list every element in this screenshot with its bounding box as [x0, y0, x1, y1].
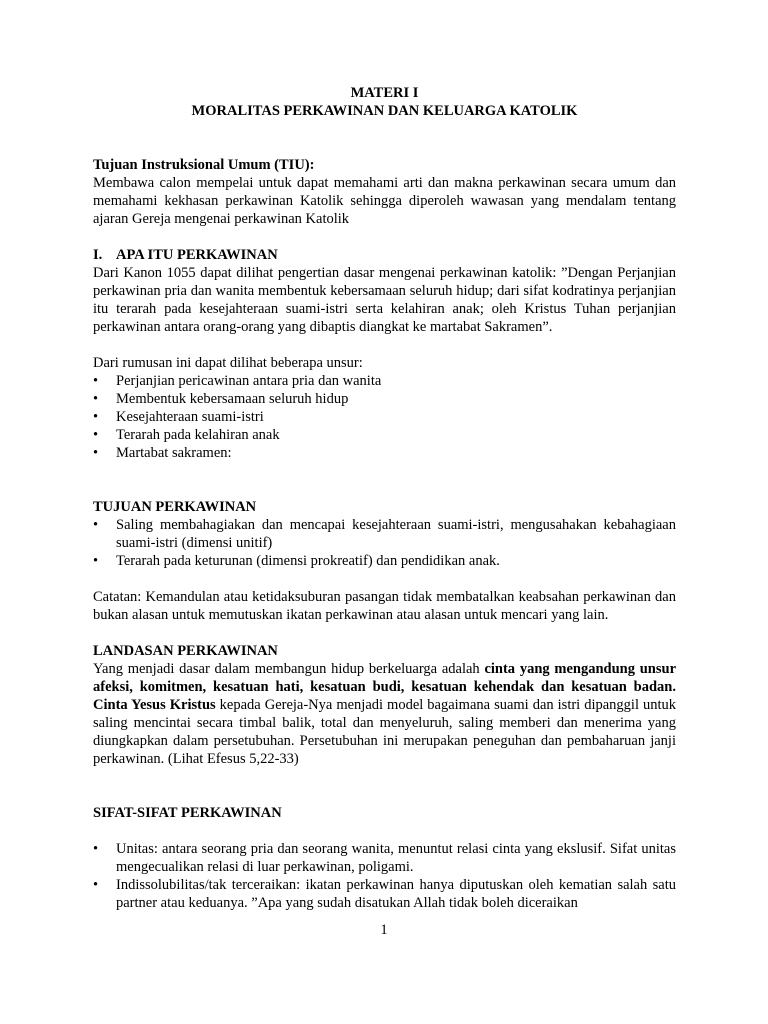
tiu-text: Membawa calon mempelai untuk dapat memahami arti dan makna perkawinan secara umum dan memahami kekhasan perkawinan Katolik sehingga diperoleh wawasan yang mendalam tentang ajaran Gereja mengenai perkawinan Katolik: [93, 175, 676, 227]
document-title-line1: MATERI I: [350, 85, 419, 101]
bullet-icon: •: [93, 553, 99, 569]
bullet-icon: •: [93, 841, 99, 857]
bullet-icon: •: [93, 391, 99, 407]
bullet-icon: •: [93, 877, 99, 893]
section1-list: [93, 372, 676, 462]
list-item: [93, 408, 676, 426]
list-item-text: Perjanjian pericawinan antara pria dan wanita: [116, 373, 382, 389]
section1-intro: Dari rumusan ini dapat dilihat beberapa unsur:: [93, 355, 363, 371]
tujuan-heading: TUJUAN PERKAWINAN: [93, 499, 257, 515]
list-item-text: Terarah pada keturunan (dimensi prokreatif) dan pendidikan anak.: [116, 553, 500, 569]
landasan-text: [93, 660, 676, 768]
landasan-heading: LANDASAN PERKAWINAN: [93, 643, 278, 659]
landasan-text-a: Yang menjadi dasar dalam membangun hidup berkeluarga adalah: [93, 661, 485, 677]
page-number: 1: [380, 922, 388, 938]
list-item: [93, 372, 676, 390]
section1-heading: [93, 246, 676, 264]
bullet-icon: •: [93, 373, 99, 389]
landasan-bold: cinta yang mengandung unsur afeksi, komitmen, kesatuan hati, kesatuan budi, kesatuan kehendak dan kesatuan badan. Cinta Yesus Kristus: [93, 661, 676, 713]
tujuan-note: Catatan: Kemandulan atau ketidaksuburan pasangan tidak membatalkan keabsahan perkawinan dan bukan alasan untuk memutuskan ikatan perkawinan atau alasan untuk mencari yang lain.: [93, 589, 676, 623]
bullet-icon: •: [93, 427, 99, 443]
list-item-text: Martabat sakramen:: [116, 445, 232, 461]
list-item: [93, 444, 676, 462]
list-item: [93, 552, 676, 570]
section1-heading-text: APA ITU PERKAWINAN: [116, 247, 278, 263]
list-item-text: Kesejahteraan suami-istri: [116, 409, 264, 425]
bullet-icon: •: [93, 445, 99, 461]
list-item: [93, 516, 676, 552]
tiu-heading: Tujuan Instruksional Umum (TIU):: [93, 157, 315, 173]
tujuan-list: [93, 516, 676, 570]
list-item: [93, 390, 676, 408]
document-title-line2: MORALITAS PERKAWINAN DAN KELUARGA KATOLIK: [191, 103, 578, 119]
list-item: [93, 426, 676, 444]
bullet-icon: •: [93, 517, 99, 533]
list-item-text: Saling membahagiakan dan mencapai kesejahteraan suami-istri, mengusahakan kebahagiaan suami-istri (dimensi unitif): [116, 517, 676, 551]
sifat-heading: SIFAT-SIFAT PERKAWINAN: [93, 805, 282, 821]
list-item-text: Unitas: antara seorang pria dan seorang wanita, menuntut relasi cinta yang ekslusif. Sifat unitas mengecualikan relasi di luar perkawinan, poligami.: [116, 841, 676, 875]
list-item-text: Indissolubilitas/tak terceraikan: ikatan perkawinan hanya diputuskan oleh kematian salah satu partner atau keduanya. ”Apa yang sudah disatukan Allah tidak boleh diceraikan: [116, 877, 676, 911]
landasan-text-b: kepada Gereja-Nya menjadi model bagaimana suami dan istri dipanggil untuk saling mencintai secara timbal balik, total dan menyeluruh, saling memberi dan menerima yang diungkapkan dalam persetubuhan. Persetubuhan ini merupakan peneguhan dan pembaharuan janji perkawinan. (Lihat Efesus 5,22-33): [93, 697, 676, 767]
list-item-text: Terarah pada kelahiran anak: [116, 427, 280, 443]
section1-number: I.: [93, 247, 103, 263]
list-item: [93, 876, 676, 912]
list-item-text: Membentuk kebersamaan seluruh hidup: [116, 391, 349, 407]
section1-text: Dari Kanon 1055 dapat dilihat pengertian dasar mengenai perkawinan katolik: ”Dengan Perjanjian perkawinan pria dan wanita membentuk kebersamaan seluruh hidup; dari sifat kodratinya perjanjian itu terarah pada kesejahteraan suami-istri serta kelahiran anak; oleh Kristus Tuhan perjanjian perkawinan antara orang-orang yang dibaptis diangkat ke martabat Sakramen”.: [93, 265, 676, 335]
sifat-list: [93, 840, 676, 912]
list-item: [93, 840, 676, 876]
bullet-icon: •: [93, 409, 99, 425]
document-content: [93, 84, 676, 912]
